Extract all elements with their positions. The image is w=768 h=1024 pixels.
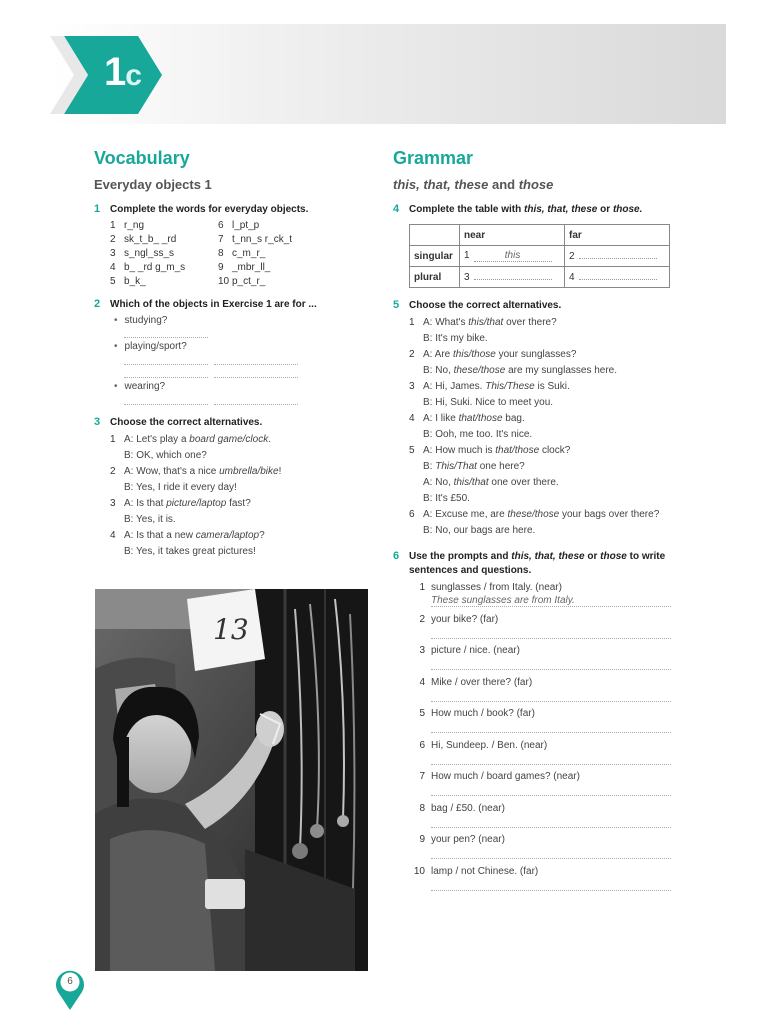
item-number: 10 xyxy=(218,276,230,287)
grammar-title: Grammar xyxy=(393,148,474,168)
word-gap: b_k_ xyxy=(124,276,146,287)
dialogue-text: B: It's my bike. xyxy=(423,333,488,344)
answer-line[interactable] xyxy=(214,365,298,378)
answer-line[interactable]: These sunglasses are from Italy. xyxy=(431,595,671,607)
item-number: 4 xyxy=(110,262,116,273)
vocabulary-column xyxy=(94,148,374,560)
dialogue-text: B: OK, which one? xyxy=(124,450,207,461)
prompt-item xyxy=(409,582,683,614)
exercise-instruction: Choose the correct alternatives. xyxy=(110,417,263,428)
answer-line[interactable] xyxy=(124,326,208,338)
answer-line[interactable] xyxy=(124,365,208,378)
dialogue-line xyxy=(110,544,374,560)
item-number xyxy=(409,363,423,379)
item-number: 2 xyxy=(110,466,116,477)
item-number: 4 xyxy=(110,530,116,541)
prompt-item xyxy=(409,614,683,646)
dialogue-text[interactable]: A: Excuse me, are these/those your bags over there? xyxy=(423,509,660,520)
word-item[interactable] xyxy=(110,248,218,259)
bullet-item: • wearing? xyxy=(114,381,374,392)
word-gap: _mbr_ll_ xyxy=(232,262,271,273)
market-photo xyxy=(95,589,368,971)
word-item[interactable] xyxy=(110,276,218,287)
exercise-number: 6 xyxy=(393,550,400,562)
prompt-item xyxy=(409,771,683,803)
answer-line[interactable] xyxy=(431,879,671,891)
exercise-instruction: Use the prompts and this, that, these or those to write sentences and questions. xyxy=(409,551,666,576)
item-number: 2 xyxy=(409,349,415,360)
dialogue-text: B: Yes, it takes great pictures! xyxy=(124,546,256,557)
exercise-number: 3 xyxy=(94,416,101,428)
dialogue-text: B: Ooh, me too. It's nice. xyxy=(423,429,533,440)
dialogue-line xyxy=(409,395,683,411)
dialogue-text: B: Yes, it is. xyxy=(124,514,176,525)
table-cell[interactable]: 1 this xyxy=(460,246,565,267)
item-number: 5 xyxy=(409,445,415,456)
item-number xyxy=(409,459,423,475)
dialogue-line xyxy=(409,443,683,459)
unit-number: 1 xyxy=(104,50,126,94)
dialogue-line xyxy=(110,528,374,544)
prompt-item xyxy=(409,677,683,709)
dialogue-list xyxy=(110,432,374,560)
dialogue-text[interactable]: A: How much is that/those clock? xyxy=(423,445,571,456)
dialogue-line xyxy=(409,459,683,475)
dialogue-text[interactable]: A: Hi, James. This/These is Suki. xyxy=(423,381,570,392)
dialogue-line xyxy=(409,379,683,395)
item-number: 1 xyxy=(409,317,415,328)
exercise-1 xyxy=(94,203,374,287)
item-number xyxy=(409,395,423,411)
dialogue-text[interactable]: A: Is that picture/laptop fast? xyxy=(124,498,251,509)
row-header-plural: plural xyxy=(410,267,460,288)
answer-line[interactable] xyxy=(431,690,671,702)
table-cell[interactable]: 2 xyxy=(565,246,670,267)
answer-line[interactable] xyxy=(431,627,671,639)
table-cell[interactable]: 4 xyxy=(565,267,670,288)
prompt-item xyxy=(409,866,683,898)
word-item[interactable] xyxy=(218,262,338,273)
prompt-item xyxy=(409,803,683,835)
item-number: 2 xyxy=(110,234,116,245)
item-number xyxy=(409,523,423,539)
price-tag-number: 13 xyxy=(213,613,249,646)
prompt-text: lamp / not Chinese. (far) xyxy=(431,865,539,877)
vocabulary-title: Vocabulary xyxy=(94,148,190,168)
dialogue-line xyxy=(110,512,374,528)
prompt-item xyxy=(409,645,683,677)
item-number xyxy=(409,427,423,443)
item-number: 9 xyxy=(419,834,425,845)
item-number: 3 xyxy=(110,248,116,259)
prompt-text: How much / board games? (near) xyxy=(431,771,580,782)
exercise-number: 1 xyxy=(94,203,101,215)
item-number: 6 xyxy=(409,509,415,520)
prompt-text: your bike? (far) xyxy=(431,613,499,625)
table-cell-answer xyxy=(579,279,657,280)
exercise-2 xyxy=(94,298,374,405)
exercise-3 xyxy=(94,416,374,560)
item-number: 1 xyxy=(110,220,116,231)
col-header-far: far xyxy=(565,225,670,246)
answer-line[interactable] xyxy=(431,816,671,828)
word-item[interactable] xyxy=(218,276,338,287)
table-cell-answer xyxy=(474,279,552,280)
item-number xyxy=(409,491,423,507)
item-number: 2 xyxy=(419,613,425,625)
dialogue-line xyxy=(409,475,683,491)
dialogue-text[interactable]: A: Let's play a board game/clock. xyxy=(124,434,271,445)
answer-line[interactable] xyxy=(431,658,671,670)
dialogue-line xyxy=(409,523,683,539)
item-number: 1 xyxy=(419,582,425,593)
word-item[interactable] xyxy=(218,248,338,259)
prompt-text: Hi, Sundeep. / Ben. (near) xyxy=(431,739,548,751)
col-header-near: near xyxy=(460,225,565,246)
grammar-table xyxy=(409,224,670,288)
item-number xyxy=(409,331,423,347)
unit-letter: c xyxy=(125,59,141,92)
dialogue-line xyxy=(409,411,683,427)
prompt-text: How much / book? (far) xyxy=(431,708,535,719)
vocabulary-subtitle: Everyday objects 1 xyxy=(94,177,212,192)
answer-line[interactable] xyxy=(214,352,298,365)
exercise-number: 4 xyxy=(393,203,400,215)
dialogue-text[interactable]: A: Are this/those your sunglasses? xyxy=(423,349,577,360)
dialogue-line xyxy=(409,363,683,379)
exercise-4 xyxy=(393,203,683,288)
dialogue-text[interactable]: A: Is that a new camera/laptop? xyxy=(124,530,265,541)
word-list xyxy=(110,220,374,287)
item-number: 4 xyxy=(409,413,415,424)
item-number: 3 xyxy=(110,498,116,509)
row-header-singular: singular xyxy=(410,246,460,267)
dialogue-text: B: No, our bags are here. xyxy=(423,525,536,536)
prompt-list xyxy=(409,582,683,897)
item-number: 6 xyxy=(419,739,425,751)
item-number: 8 xyxy=(419,802,425,814)
word-item[interactable] xyxy=(110,262,218,273)
word-gap: c_m_r_ xyxy=(232,248,266,259)
page-marker-icon xyxy=(54,966,86,1010)
exercise-instruction: Complete the table with this, that, these or those. xyxy=(409,204,643,215)
dialogue-line xyxy=(110,464,374,480)
prompt-text: your pen? (near) xyxy=(431,834,505,845)
word-gap: b_ _rd g_m_s xyxy=(124,262,186,273)
answer-line[interactable] xyxy=(431,753,671,765)
table-cell-answer: this xyxy=(474,250,552,262)
prompt-item xyxy=(409,708,683,740)
prompt-text: bag / £50. (near) xyxy=(431,802,505,814)
bullet-item: • playing/sport? xyxy=(114,341,374,352)
dialogue-text[interactable]: A: Wow, that's a nice umbrella/bike! xyxy=(124,466,282,477)
word-item[interactable] xyxy=(110,234,218,245)
dialogue-line xyxy=(110,448,374,464)
exercise-number: 5 xyxy=(393,299,400,311)
dialogue-text[interactable]: B: No, these/those are my sunglasses here. xyxy=(423,365,618,376)
answer-line[interactable] xyxy=(431,784,671,796)
word-item[interactable] xyxy=(218,234,338,245)
exercise-6 xyxy=(393,550,683,897)
dialogue-text[interactable]: A: What's this/that over there? xyxy=(423,317,557,328)
dialogue-text[interactable]: B: This/That one here? xyxy=(423,461,525,472)
dialogue-line xyxy=(110,480,374,496)
unit-badge xyxy=(50,36,162,114)
prompt-text: Mike / over there? (far) xyxy=(431,676,533,688)
prompt-item xyxy=(409,834,683,866)
item-number: 4 xyxy=(419,676,425,688)
table-cell-answer xyxy=(579,258,657,259)
grammar-column xyxy=(393,148,683,897)
answer-line[interactable] xyxy=(431,721,671,733)
word-item[interactable] xyxy=(110,220,218,231)
answer-line[interactable] xyxy=(431,847,671,859)
grammar-subtitle: this, that, these and those xyxy=(393,177,554,192)
word-gap: p_ct_r_ xyxy=(232,276,266,287)
word-gap: t_nn_s r_ck_t xyxy=(232,234,293,245)
dialogue-line xyxy=(409,315,683,331)
exercise-5 xyxy=(393,299,683,539)
word-gap: l_pt_p xyxy=(232,220,260,231)
answer-line[interactable] xyxy=(214,392,298,405)
item-number: 10 xyxy=(413,865,425,877)
page-number: 6 xyxy=(67,976,73,987)
word-item[interactable] xyxy=(218,220,338,231)
dialogue-line xyxy=(110,496,374,512)
bullet-item: • studying? xyxy=(114,315,374,326)
dialogue-line xyxy=(110,432,374,448)
item-number xyxy=(409,475,423,491)
prompt-item xyxy=(409,740,683,772)
dialogue-text[interactable]: A: No, this/that one over there. xyxy=(423,477,559,488)
exercise-number: 2 xyxy=(94,298,101,310)
prompt-text: picture / nice. (near) xyxy=(431,645,520,656)
dialogue-line xyxy=(409,331,683,347)
word-gap: s_ngl_ss_s xyxy=(124,248,175,259)
dialogue-line xyxy=(409,491,683,507)
item-number: 8 xyxy=(218,248,224,259)
item-number: 3 xyxy=(419,645,425,656)
exercise-instruction: Which of the objects in Exercise 1 are for ... xyxy=(110,299,317,310)
item-number: 9 xyxy=(218,262,224,273)
dialogue-text: B: Hi, Suki. Nice to meet you. xyxy=(423,397,554,408)
prompt-text: sunglasses / from Italy. (near) xyxy=(431,582,562,593)
dialogue-text[interactable]: A: I like that/those bag. xyxy=(423,413,525,424)
exercise-instruction: Choose the correct alternatives. xyxy=(409,300,562,311)
item-number: 7 xyxy=(218,234,224,245)
word-gap: sk_t_b_ _rd xyxy=(124,234,177,245)
item-number: 5 xyxy=(419,708,425,719)
answer-line[interactable] xyxy=(124,352,208,365)
dialogue-line xyxy=(409,427,683,443)
item-number: 6 xyxy=(218,220,224,231)
dialogue-line xyxy=(409,347,683,363)
dialogue-text: B: Yes, I ride it every day! xyxy=(124,482,237,493)
item-number: 7 xyxy=(419,771,425,782)
dialogue-list xyxy=(409,315,683,539)
answer-line[interactable] xyxy=(124,392,208,405)
dialogue-text: B: It's £50. xyxy=(423,493,470,504)
dialogue-line xyxy=(409,507,683,523)
word-gap: r_ng xyxy=(124,220,145,231)
item-number: 3 xyxy=(409,381,415,392)
exercise-instruction: Complete the words for everyday objects. xyxy=(110,204,309,215)
item-number: 5 xyxy=(110,276,116,287)
item-number: 1 xyxy=(110,434,116,445)
table-cell[interactable]: 3 xyxy=(460,267,565,288)
